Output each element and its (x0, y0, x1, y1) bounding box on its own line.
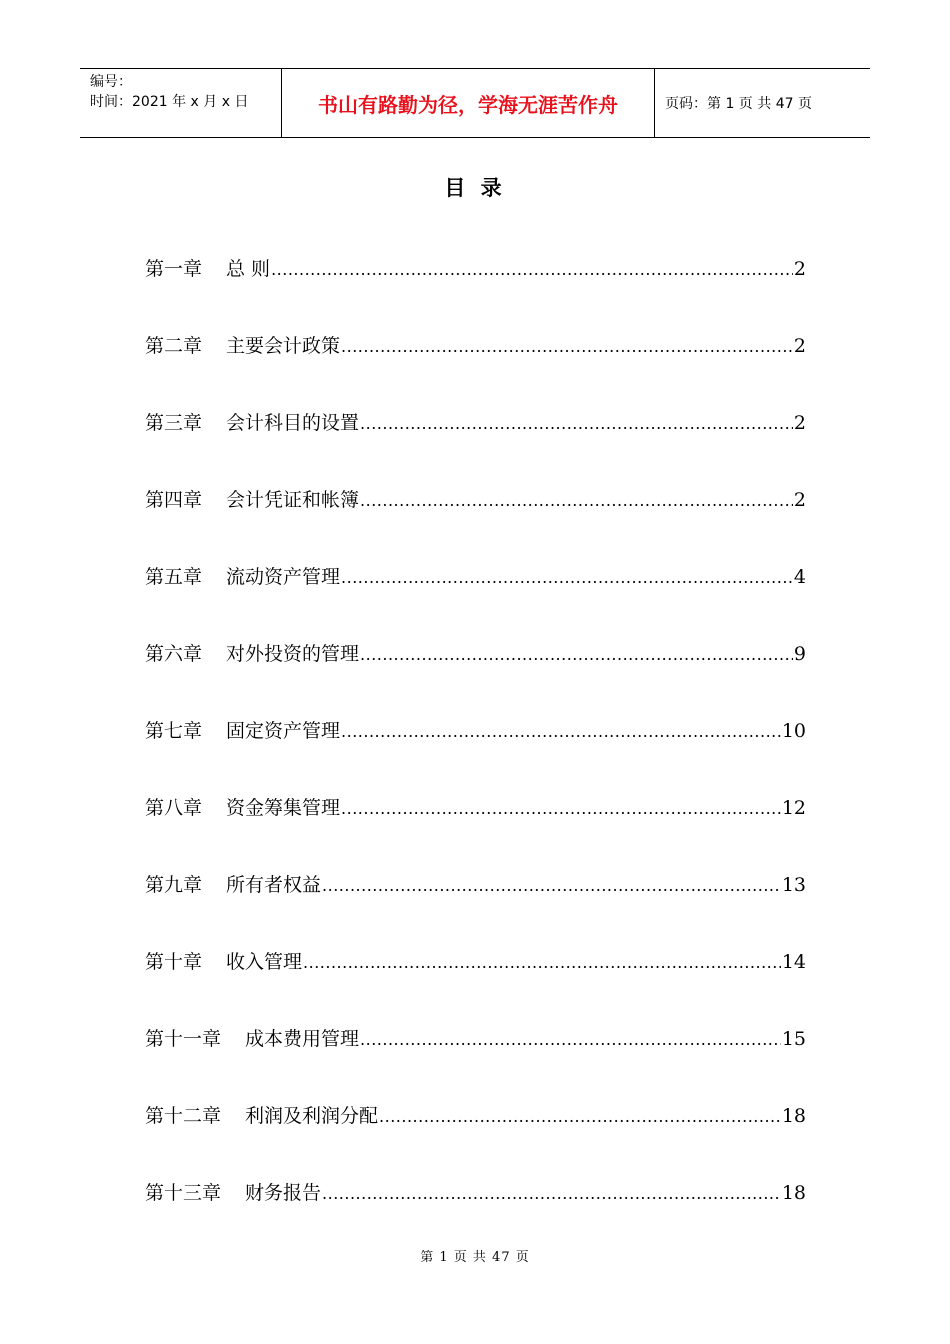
toc-title: 收入管理 (226, 951, 303, 973)
toc-page: 10 (781, 720, 806, 742)
toc-title: 利润及利润分配 (245, 1105, 379, 1127)
toc-title: 会计科目的设置 (226, 412, 360, 434)
page-header (80, 68, 870, 138)
toc-page: 13 (781, 874, 806, 896)
toc-entry[interactable] (145, 714, 806, 791)
toc-page: 2 (793, 335, 806, 357)
toc-title: 会计凭证和帐簿 (226, 489, 360, 511)
toc-chapter: 第一章 (145, 258, 203, 280)
toc-chapter: 第二章 (145, 335, 203, 357)
toc-page: 2 (793, 412, 806, 434)
toc-entry[interactable] (145, 868, 806, 945)
toc-page: 14 (781, 951, 806, 973)
toc-chapter: 第七章 (145, 720, 203, 742)
page-title: 目 录 (444, 176, 506, 200)
toc-page: 9 (793, 643, 806, 665)
toc-page: 2 (793, 489, 806, 511)
toc-entry[interactable] (145, 483, 806, 560)
toc-title: 总 则 (226, 258, 271, 280)
toc-entry[interactable] (145, 560, 806, 637)
toc-leader (360, 484, 793, 518)
toc-leader (322, 1177, 781, 1211)
toc-title: 所有者权益 (226, 874, 322, 896)
header-meta (80, 69, 282, 137)
toc-entry[interactable] (145, 1022, 806, 1099)
toc-chapter: 第三章 (145, 412, 203, 434)
table-of-contents (145, 252, 806, 1253)
toc-entry[interactable] (145, 637, 806, 714)
toc-chapter: 第五章 (145, 566, 203, 588)
toc-page: 4 (793, 566, 806, 588)
toc-leader (360, 638, 793, 672)
toc-leader (303, 946, 781, 980)
toc-page: 12 (781, 797, 806, 819)
toc-leader (341, 792, 781, 826)
toc-page: 18 (781, 1182, 806, 1204)
toc-leader (271, 253, 793, 287)
toc-leader (360, 1023, 781, 1057)
toc-title: 资金筹集管理 (226, 797, 341, 819)
toc-page: 18 (781, 1105, 806, 1127)
toc-title: 主要会计政策 (226, 335, 341, 357)
toc-entry[interactable] (145, 252, 806, 329)
toc-entry[interactable] (145, 329, 806, 406)
toc-chapter: 第十章 (145, 951, 203, 973)
toc-entry[interactable] (145, 406, 806, 483)
toc-entry[interactable] (145, 1176, 806, 1253)
toc-leader (341, 330, 793, 364)
toc-leader (341, 715, 781, 749)
number-label: 编号： (90, 74, 132, 90)
toc-chapter: 第八章 (145, 797, 203, 819)
toc-title: 财务报告 (245, 1182, 322, 1204)
toc-chapter: 第四章 (145, 489, 203, 511)
toc-page: 2 (793, 258, 806, 280)
toc-title: 固定资产管理 (226, 720, 341, 742)
toc-chapter: 第十一章 (145, 1028, 222, 1050)
header-motto: 书山有路勤为径，学海无涯苦作舟 (282, 69, 655, 137)
header-page-info: 页码：第 1 页 共 47 页 (665, 96, 812, 112)
toc-leader (360, 407, 793, 441)
toc-entry[interactable] (145, 1099, 806, 1176)
toc-chapter: 第十二章 (145, 1105, 222, 1127)
toc-page: 15 (781, 1028, 806, 1050)
toc-chapter: 第十三章 (145, 1182, 222, 1204)
toc-chapter: 第六章 (145, 643, 203, 665)
toc-chapter: 第九章 (145, 874, 203, 896)
toc-title: 对外投资的管理 (226, 643, 360, 665)
toc-title: 成本费用管理 (245, 1028, 360, 1050)
time-label: 时间：2021 年 x 月 x 日 (90, 94, 249, 110)
page-footer: 第 1 页 共 47 页 (420, 1250, 530, 1265)
toc-leader (322, 869, 781, 903)
toc-entry[interactable] (145, 945, 806, 1022)
toc-entry[interactable] (145, 791, 806, 868)
toc-leader (341, 561, 793, 595)
toc-title: 流动资产管理 (226, 566, 341, 588)
toc-leader (379, 1100, 781, 1134)
